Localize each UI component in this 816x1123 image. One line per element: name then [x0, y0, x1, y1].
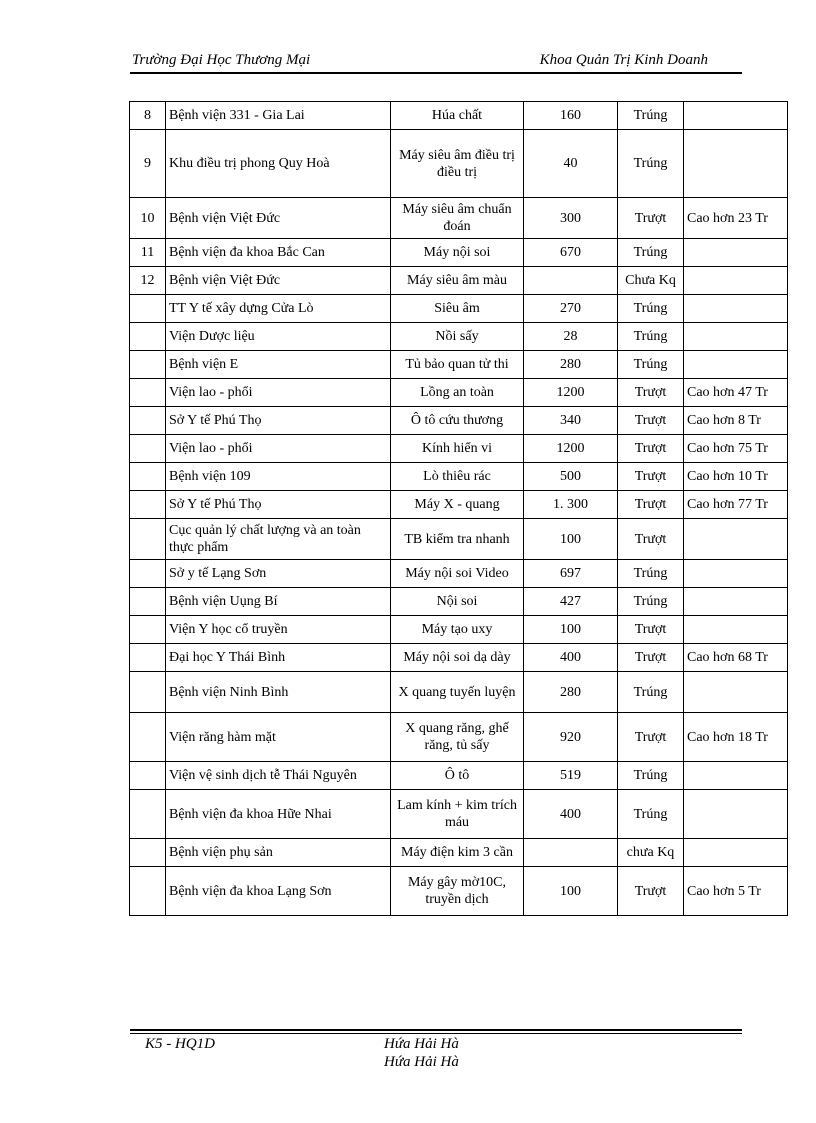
- cell-no: 11: [130, 239, 166, 267]
- cell-no: [130, 616, 166, 644]
- cell-note: [684, 519, 788, 560]
- cell-item: Máy nội soi: [391, 239, 524, 267]
- cell-value: 280: [524, 351, 618, 379]
- cell-note: Cao hơn 68 Tr: [684, 644, 788, 672]
- cell-result: Trúng: [618, 323, 684, 351]
- cell-item: Máy tạo uxy: [391, 616, 524, 644]
- table-row: [130, 463, 788, 491]
- cell-item: Húa chất: [391, 102, 524, 130]
- cell-value: 340: [524, 407, 618, 435]
- cell-value: 280: [524, 672, 618, 713]
- cell-unit: Bệnh viện đa khoa Lạng Sơn: [166, 867, 391, 916]
- cell-no: [130, 839, 166, 867]
- cell-value: 500: [524, 463, 618, 491]
- cell-result: Trượt: [618, 463, 684, 491]
- cell-unit: Bệnh viện Uụng Bí: [166, 588, 391, 616]
- cell-no: [130, 323, 166, 351]
- cell-item: Máy điện kim 3 cần: [391, 839, 524, 867]
- cell-result: Trượt: [618, 407, 684, 435]
- cell-no: [130, 560, 166, 588]
- cell-item: Ô tô cứu thương: [391, 407, 524, 435]
- cell-no: [130, 644, 166, 672]
- table-row: [130, 407, 788, 435]
- cell-result: Trúng: [618, 790, 684, 839]
- footer-rule-thin: [130, 1033, 742, 1034]
- cell-result: Trúng: [618, 102, 684, 130]
- cell-item: Máy gây mờ10C, truyền dịch: [391, 867, 524, 916]
- cell-unit: Sở y tế Lạng Sơn: [166, 560, 391, 588]
- header-rule: [130, 72, 742, 74]
- cell-item: X quang tuyến luyện: [391, 672, 524, 713]
- cell-note: [684, 560, 788, 588]
- cell-no: [130, 713, 166, 762]
- cell-result: Trượt: [618, 519, 684, 560]
- cell-unit: TT Y tế xây dựng Cửa Lò: [166, 295, 391, 323]
- cell-unit: Bệnh viện Ninh Bình: [166, 672, 391, 713]
- page-header: [130, 52, 742, 74]
- cell-result: Trượt: [618, 379, 684, 407]
- cell-note: [684, 588, 788, 616]
- cell-item: Máy nội soi Video: [391, 560, 524, 588]
- cell-value: [524, 839, 618, 867]
- cell-note: [684, 239, 788, 267]
- cell-no: [130, 672, 166, 713]
- cell-item: Máy nội soi dạ dày: [391, 644, 524, 672]
- cell-no: 12: [130, 267, 166, 295]
- cell-value: 400: [524, 790, 618, 839]
- cell-value: 100: [524, 867, 618, 916]
- cell-item: X quang răng, ghế răng, tủ sấy: [391, 713, 524, 762]
- cell-unit: Đại học Y Thái Bình: [166, 644, 391, 672]
- table-row: [130, 644, 788, 672]
- cell-no: [130, 519, 166, 560]
- table-row: [130, 239, 788, 267]
- table-row: [130, 588, 788, 616]
- cell-result: Trúng: [618, 295, 684, 323]
- cell-no: [130, 463, 166, 491]
- cell-unit: Bệnh viện đa khoa Bắc Can: [166, 239, 391, 267]
- cell-value: 40: [524, 130, 618, 198]
- table-row: [130, 672, 788, 713]
- header-faculty: Khoa Quản Trị Kinh Doanh: [539, 52, 708, 68]
- cell-no: [130, 790, 166, 839]
- cell-item: Kính hiển vi: [391, 435, 524, 463]
- cell-item: Lò thiêu rác: [391, 463, 524, 491]
- cell-no: [130, 435, 166, 463]
- cell-item: Máy siêu âm màu: [391, 267, 524, 295]
- cell-note: Cao hơn 18 Tr: [684, 713, 788, 762]
- table-row: [130, 867, 788, 916]
- cell-value: 100: [524, 616, 618, 644]
- cell-item: Ô tô: [391, 762, 524, 790]
- cell-value: 300: [524, 198, 618, 239]
- table-row: [130, 519, 788, 560]
- header-school: Trường Đại Học Thương Mại: [132, 52, 311, 68]
- cell-note: [684, 102, 788, 130]
- cell-value: 697: [524, 560, 618, 588]
- cell-no: [130, 762, 166, 790]
- cell-unit: Bệnh viện E: [166, 351, 391, 379]
- cell-result: Chưa Kq: [618, 267, 684, 295]
- cell-value: 100: [524, 519, 618, 560]
- table-row: [130, 435, 788, 463]
- table-row: [130, 323, 788, 351]
- cell-unit: Viện Dược liệu: [166, 323, 391, 351]
- footer-author-repeat: Hứa Hải Hà: [384, 1054, 459, 1070]
- table-row: [130, 267, 788, 295]
- table-row: [130, 790, 788, 839]
- cell-note: [684, 790, 788, 839]
- cell-unit: Cục quản lý chất lượng và an toàn thực phẩm: [166, 519, 391, 560]
- results-table-body: [130, 102, 788, 916]
- table-row: [130, 295, 788, 323]
- cell-value: 920: [524, 713, 618, 762]
- cell-result: Trượt: [618, 198, 684, 239]
- cell-unit: Viện Y học cổ truyền: [166, 616, 391, 644]
- cell-note: [684, 616, 788, 644]
- cell-unit: Viện lao - phổi: [166, 435, 391, 463]
- cell-item: Nồi sấy: [391, 323, 524, 351]
- cell-value: 1200: [524, 435, 618, 463]
- footer-rule: [130, 1029, 742, 1031]
- cell-result: Trúng: [618, 762, 684, 790]
- cell-no: 8: [130, 102, 166, 130]
- cell-item: Lam kính + kim trích máu: [391, 790, 524, 839]
- cell-no: 10: [130, 198, 166, 239]
- cell-note: Cao hơn 75 Tr: [684, 435, 788, 463]
- cell-note: [684, 839, 788, 867]
- cell-note: Cao hơn 77 Tr: [684, 491, 788, 519]
- cell-value: [524, 267, 618, 295]
- cell-note: [684, 323, 788, 351]
- cell-note: Cao hơn 10 Tr: [684, 463, 788, 491]
- table-row: [130, 762, 788, 790]
- cell-no: [130, 295, 166, 323]
- cell-no: [130, 867, 166, 916]
- cell-unit: Bệnh viện 109: [166, 463, 391, 491]
- cell-no: [130, 379, 166, 407]
- table-row: [130, 616, 788, 644]
- cell-result: Trượt: [618, 867, 684, 916]
- cell-unit: Bệnh viện Việt Đức: [166, 267, 391, 295]
- cell-no: [130, 588, 166, 616]
- cell-note: [684, 267, 788, 295]
- cell-result: Trượt: [618, 491, 684, 519]
- cell-result: Trượt: [618, 616, 684, 644]
- cell-unit: Sở Y tế Phú Thọ: [166, 491, 391, 519]
- cell-note: Cao hơn 47 Tr: [684, 379, 788, 407]
- cell-note: [684, 762, 788, 790]
- cell-item: Nội soi: [391, 588, 524, 616]
- cell-result: Trúng: [618, 239, 684, 267]
- cell-unit: Khu điều trị phong Quy Hoà: [166, 130, 391, 198]
- cell-value: 28: [524, 323, 618, 351]
- cell-result: Trượt: [618, 435, 684, 463]
- cell-value: 1. 300: [524, 491, 618, 519]
- table-row: [130, 713, 788, 762]
- cell-value: 427: [524, 588, 618, 616]
- cell-result: Trúng: [618, 672, 684, 713]
- cell-unit: Viện lao - phổi: [166, 379, 391, 407]
- cell-value: 160: [524, 102, 618, 130]
- table-row: [130, 351, 788, 379]
- footer-class-code: K5 - HQ1D: [145, 1036, 215, 1052]
- footer-author: Hứa Hải Hà: [384, 1036, 459, 1052]
- cell-value: 519: [524, 762, 618, 790]
- cell-result: Trúng: [618, 588, 684, 616]
- cell-note: Cao hơn 23 Tr: [684, 198, 788, 239]
- table-row: [130, 379, 788, 407]
- cell-value: 400: [524, 644, 618, 672]
- cell-result: Trượt: [618, 644, 684, 672]
- cell-note: [684, 295, 788, 323]
- cell-note: Cao hơn 8 Tr: [684, 407, 788, 435]
- cell-item: Máy X - quang: [391, 491, 524, 519]
- cell-value: 1200: [524, 379, 618, 407]
- cell-item: Tủ bảo quan tử thi: [391, 351, 524, 379]
- cell-unit: Viện răng hàm mặt: [166, 713, 391, 762]
- cell-item: Siêu âm: [391, 295, 524, 323]
- cell-unit: Bệnh viện Việt Đức: [166, 198, 391, 239]
- cell-item: Lồng an toàn: [391, 379, 524, 407]
- cell-item: Máy siêu âm điều trị điều trị: [391, 130, 524, 198]
- table-row: [130, 491, 788, 519]
- table-row: [130, 839, 788, 867]
- cell-item: Máy siêu âm chuẩn đoán: [391, 198, 524, 239]
- cell-no: [130, 351, 166, 379]
- cell-result: chưa Kq: [618, 839, 684, 867]
- table-row: [130, 560, 788, 588]
- cell-value: 270: [524, 295, 618, 323]
- results-table: [129, 101, 788, 916]
- cell-unit: Bệnh viện phụ sản: [166, 839, 391, 867]
- table-row: [130, 102, 788, 130]
- cell-result: Trúng: [618, 130, 684, 198]
- cell-unit: Sở Y tế Phú Thọ: [166, 407, 391, 435]
- cell-unit: Viện vệ sinh dịch tễ Thái Nguyên: [166, 762, 391, 790]
- cell-note: [684, 672, 788, 713]
- cell-result: Trúng: [618, 560, 684, 588]
- cell-no: 9: [130, 130, 166, 198]
- cell-note: Cao hơn 5 Tr: [684, 867, 788, 916]
- cell-result: Trúng: [618, 351, 684, 379]
- cell-item: TB kiểm tra nhanh: [391, 519, 524, 560]
- cell-note: [684, 351, 788, 379]
- cell-note: [684, 130, 788, 198]
- table-row: [130, 198, 788, 239]
- table-row: [130, 130, 788, 198]
- cell-result: Trượt: [618, 713, 684, 762]
- cell-value: 670: [524, 239, 618, 267]
- cell-no: [130, 407, 166, 435]
- cell-no: [130, 491, 166, 519]
- cell-unit: Bệnh viện 331 - Gia Lai: [166, 102, 391, 130]
- cell-unit: Bệnh viện đa khoa Hữe Nhai: [166, 790, 391, 839]
